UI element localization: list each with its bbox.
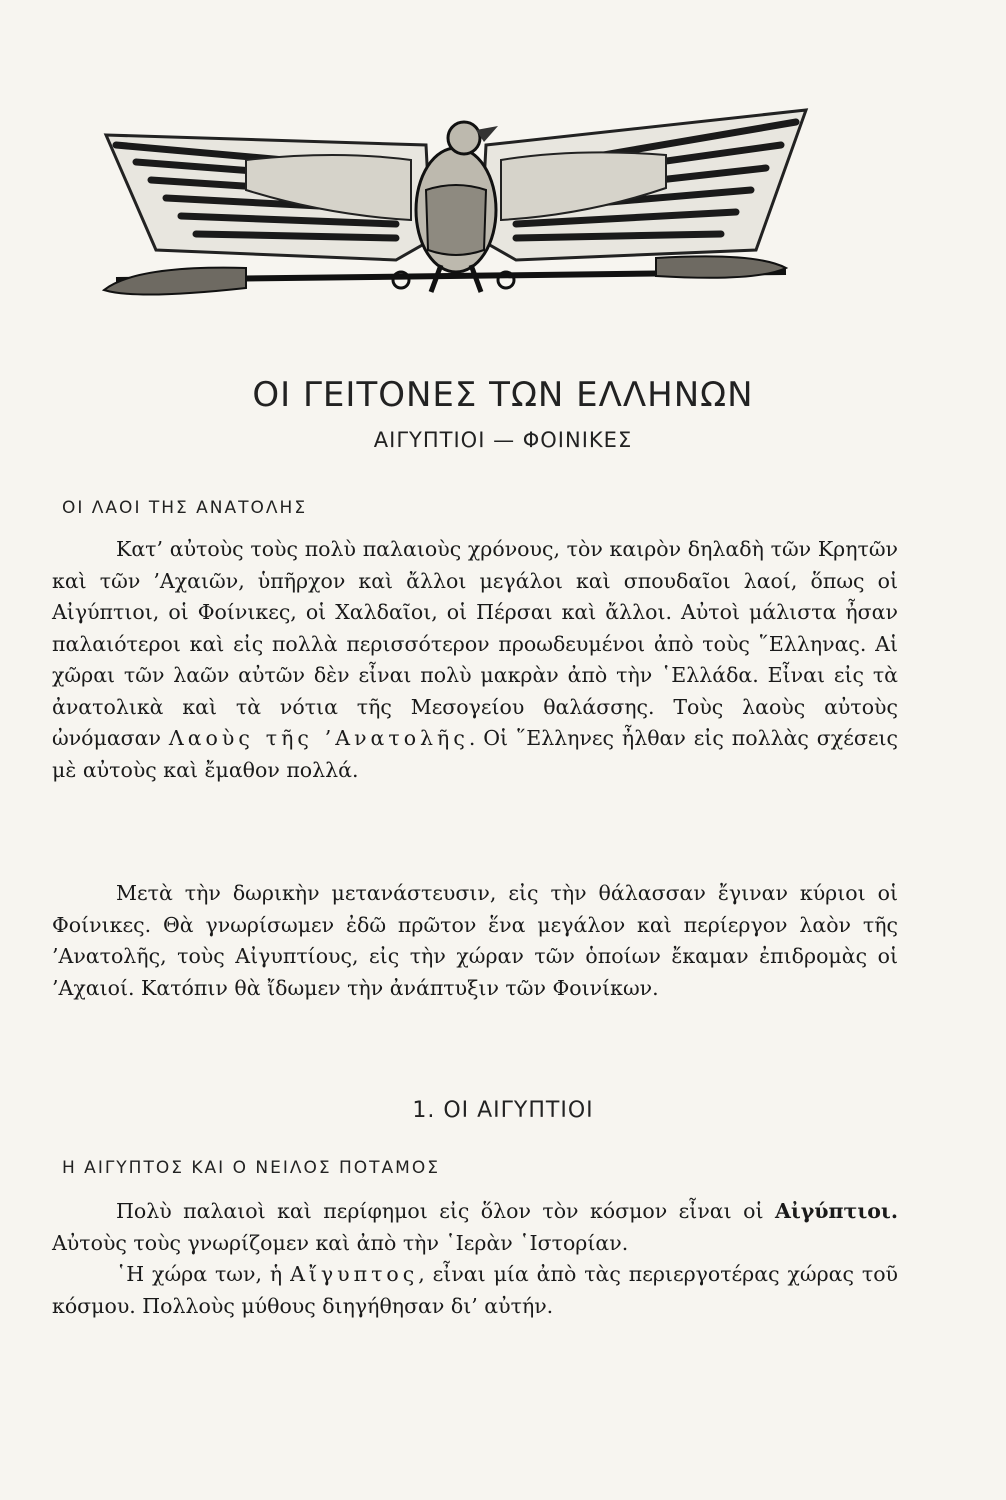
paragraph-text: , εἶναι μία ἀπὸ τὰς περιεργοτέρας χώρας τοῦ κόσμου. Πολλοὺς μύθους διηγήθησαν δι’ αὐτήν. — [52, 1262, 898, 1318]
spaced-term: Λαοὺς τῆς ’Ανατολῆς — [168, 726, 469, 750]
paragraph-text: Μετὰ τὴν δωρικὴν μετανάστευσιν, εἰς τὴν θάλασσαν ἔγιναν κύριοι οἱ Φοίνικες. Θὰ γνωρίσωμεν ἐδῶ πρῶτον ἕνα μεγάλον καὶ περίεργον λαὸν τῆς ’Ανατολῆς, τοὺς Αἰγυπτίους, εἰς τὴν χώραν τῶν ὁποίων ἔκαμαν ἐπιδρομὰς οἱ ’Αχαιοί. Κατόπιν θὰ ἴδωμεν τὴν ἀνάπτυξιν τῶν Φοινίκων. — [52, 881, 898, 1000]
page-subtitle: ΑΙΓΥΠΤΙΟΙ — ΦΟΙΝΙΚΕΣ — [373, 428, 633, 452]
section-number-heading: 1. ΟΙ ΑΙΓΥΠΤΙΟΙ — [412, 1098, 594, 1123]
page-title: ΟΙ ΓΕΙΤΟΝΕΣ ΤΩΝ ΕΛΛΗΝΩΝ — [252, 374, 754, 415]
paragraph — [52, 534, 898, 786]
paragraph-text: . Οἱ ῞Ελληνες ἦλθαν εἰς πολλὰς σχέσεις μὲ αὐτοὺς καὶ ἔμαθον πολλά. — [52, 726, 898, 782]
bold-term: Αἰγύπτιοι. — [774, 1199, 898, 1223]
paragraph-text: ῾Η χώρα των, ἡ — [116, 1262, 283, 1286]
section-heading-egypt: Η ΑΙΓΥΠΤΟΣ ΚΑΙ Ο ΝΕΙΛΟΣ ΠΟΤΑΜΟΣ — [62, 1158, 440, 1178]
paragraph — [52, 1196, 898, 1322]
paragraph-text: Πολὺ παλαιοὶ καὶ περίφημοι εἰς ὅλον τὸν κόσμον εἶναι οἱ — [116, 1199, 764, 1223]
winged-bird-emblem-icon — [96, 100, 816, 310]
paragraph-text: Αὐτοὺς τοὺς γνωρίζομεν καὶ ἀπὸ τὴν ῾Ιερὰν ῾Ιστορίαν. — [52, 1230, 629, 1255]
spaced-term: Αἴγυπτος — [290, 1262, 419, 1286]
section-heading-peoples: ΟΙ ΛΑΟΙ ΤΗΣ ΑΝΑΤΟΛΗΣ — [62, 498, 308, 518]
paragraph — [52, 878, 898, 1004]
paragraph-text: Κατ’ αὐτοὺς τοὺς πολὺ παλαιοὺς χρόνους, τὸν καιρὸν δηλαδὴ τῶν Κρητῶν καὶ τῶν ’Αχαιῶν, ὑπῆρχον καὶ ἄλλοι μεγάλοι καὶ σπουδαῖοι λαοί, ὅπως οἱ Αἰγύπτιοι, οἱ Φοίνικες, οἱ Χαλδαῖοι, οἱ Πέρσαι καὶ ἄλλοι. Αὐτοὶ μάλιστα ἦσαν παλαιότεροι καὶ εἰς πολλὰ περισσότερον προωδευμένοι ἀπὸ τοὺς ῞Ελληνας. Αἱ χῶραι τῶν λαῶν αὐτῶν δὲν εἶναι πολὺ μακρὰν ἀπὸ τὴν ῾Ελλάδα. Εἶναι εἰς τὰ ἀνατολικὰ καὶ τὰ νότια τῆς Μεσογείου θαλάσσης. Τοὺς λαοὺς αὐτοὺς ὠνόμασαν — [52, 537, 898, 750]
